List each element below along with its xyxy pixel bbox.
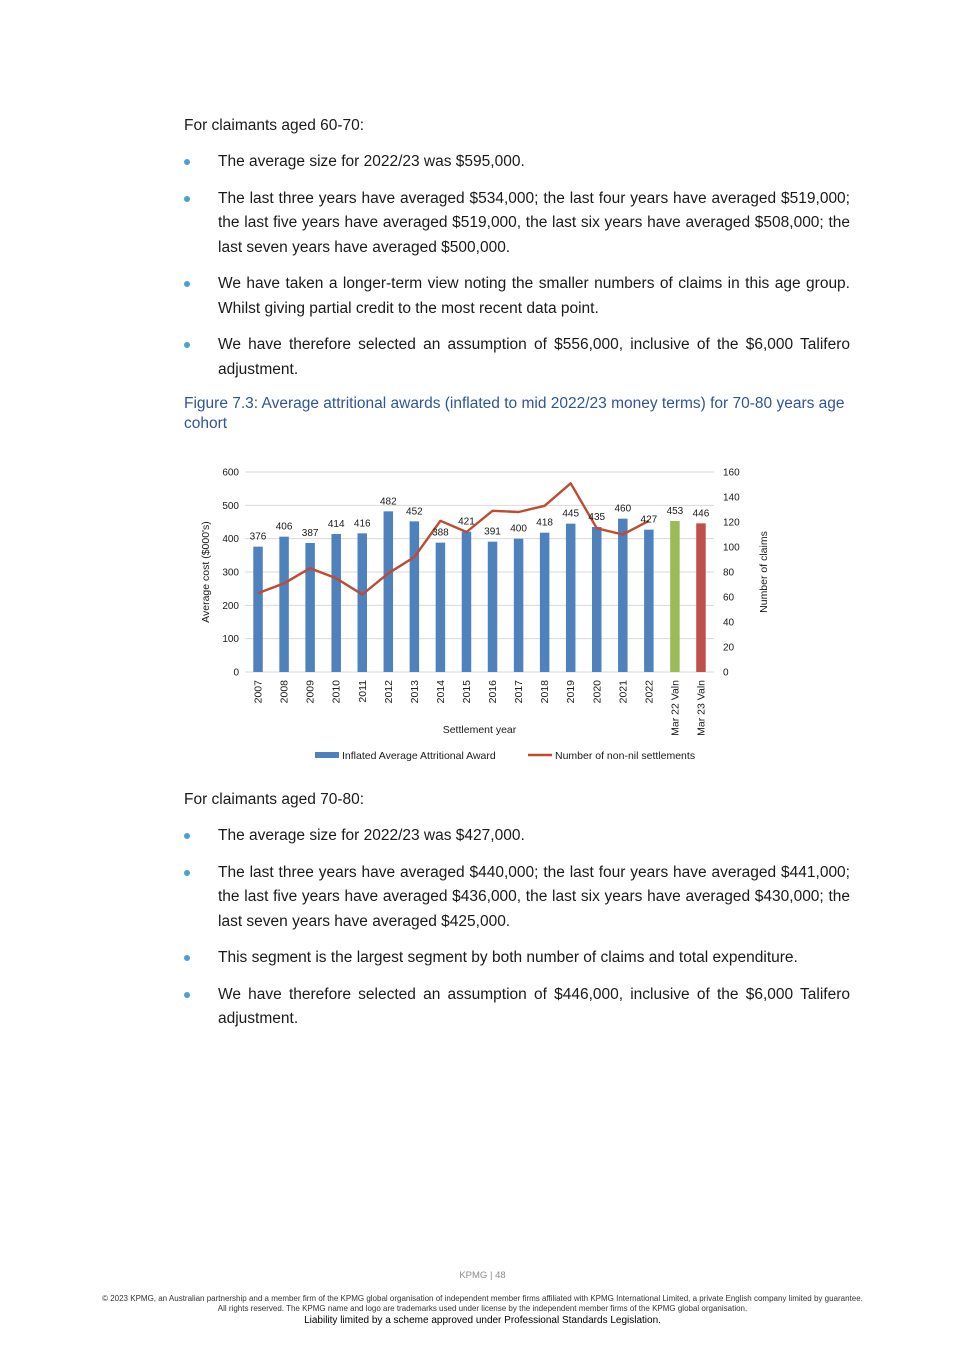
bar	[253, 547, 263, 672]
bar	[279, 537, 289, 672]
liability-notice: Liability limited by a scheme approved under Professional Standards Legislation.	[304, 1315, 661, 1326]
x-tick-label: 2011	[356, 680, 369, 703]
y-tick-label: 300	[222, 567, 239, 579]
bullet-text: We have taken a longer-term view noting the smaller numbers of claims in this age group. Whilst giving partial credit to the most recent data point.	[218, 275, 850, 317]
y-tick-label: 0	[233, 667, 239, 679]
y2-tick-label: 120	[723, 517, 740, 529]
x-tick-label: 2014	[434, 680, 447, 704]
legend-bar-swatch	[315, 752, 339, 758]
bar-data-label: 416	[353, 518, 371, 530]
bar-data-label: 435	[588, 512, 606, 523]
bullet-item	[184, 946, 850, 971]
bar-data-label: 387	[301, 528, 319, 539]
bar	[305, 543, 315, 672]
bar-data-label: 388	[432, 527, 449, 539]
bar	[410, 521, 420, 672]
bullet-item	[184, 861, 850, 935]
bullet-dot-icon	[184, 196, 190, 202]
bullet-dot-icon	[184, 342, 190, 348]
x-tick-label: 2020	[591, 680, 604, 704]
x-tick-label: 2015	[460, 680, 473, 704]
y2-tick-label: 160	[723, 467, 740, 479]
bar	[514, 539, 524, 672]
bar	[696, 523, 706, 672]
bullet-item	[184, 983, 850, 1032]
bullet-dot-icon	[184, 281, 190, 287]
x-tick-label: Mar 22 Valn	[669, 680, 682, 736]
section-intro: For claimants aged 60-70:	[184, 117, 365, 134]
y2-axis-title: Number of claims	[758, 531, 770, 613]
y2-tick-label: 60	[723, 592, 735, 604]
bullet-dot-icon	[184, 159, 190, 165]
x-tick-label: 2009	[304, 680, 317, 704]
x-tick-label: 2017	[513, 680, 526, 704]
y-tick-label: 200	[222, 600, 239, 612]
y2-tick-label: 140	[723, 492, 740, 504]
x-tick-label: 2019	[565, 680, 578, 704]
y2-tick-label: 40	[723, 617, 735, 629]
bullet-text: We have therefore selected an assumption of $556,000, inclusive of the $6,000 Talifero adjustment.	[218, 336, 850, 378]
bar-data-label: 418	[536, 517, 553, 529]
bar-data-label: 482	[379, 496, 397, 508]
bar	[670, 521, 680, 672]
x-tick-label: 2007	[252, 680, 265, 704]
x-tick-label: 2012	[382, 680, 395, 704]
bullet-text: The average size for 2022/23 was $427,000.	[218, 827, 525, 844]
section-intro: For claimants aged 70-80:	[184, 791, 365, 808]
bar	[436, 543, 446, 672]
bullet-item	[184, 272, 850, 321]
x-tick-label: Mar 23 Valn	[695, 680, 708, 736]
x-tick-label: 2018	[539, 680, 552, 704]
y-tick-label: 400	[222, 534, 239, 546]
bar-data-label: 452	[406, 506, 423, 518]
figure-caption: Figure 7.3: Average attritional awards (inflated to mid 2022/23 money terms) for 70-80 years age cohort	[184, 395, 845, 432]
y2-tick-label: 100	[723, 542, 740, 554]
y2-tick-label: 80	[723, 567, 735, 579]
bar-data-label: 445	[562, 508, 580, 520]
bar-data-label: 414	[327, 519, 345, 530]
bar	[592, 527, 602, 672]
bullet-list	[184, 150, 850, 382]
bar-data-label: 391	[484, 526, 501, 538]
bar	[644, 530, 654, 672]
legend-line-label: Number of non-nil settlements	[555, 750, 696, 762]
copyright-notice: © 2023 KPMG, an Australian partnership and a member firm of the KPMG global organisation of independent member firms affiliated with KPMG International Limited, a private English company limited by guarantee. All rights reserved. The KPMG name and logo are trademarks used under license by the independent member firms of the KPMG global organisation.	[102, 1294, 863, 1313]
bullet-dot-icon	[184, 833, 190, 839]
bullet-text: The average size for 2022/23 was $595,000.	[218, 153, 525, 170]
bar	[358, 533, 368, 672]
y-axis-title: Average cost ($000's)	[200, 521, 212, 623]
x-tick-label: 2021	[617, 680, 630, 704]
attritional-awards-chart	[195, 460, 795, 770]
bar	[462, 532, 472, 672]
bullet-item	[184, 150, 850, 175]
bullet-dot-icon	[184, 870, 190, 876]
bar	[488, 542, 498, 672]
y2-tick-label: 20	[723, 642, 735, 654]
bullet-text: We have therefore selected an assumption of $446,000, inclusive of the $6,000 Talifero adjustment.	[218, 985, 850, 1027]
y2-tick-label: 0	[723, 667, 729, 679]
y-tick-label: 500	[222, 500, 239, 512]
x-tick-label: 2016	[487, 680, 500, 704]
bar-data-label: 406	[275, 521, 293, 533]
bar-data-label: 421	[458, 516, 475, 528]
bullet-text: The last three years have averaged $440,000; the last four years have averaged $441,000; the last five years have averaged $436,000, the last six years have averaged $430,000; the last seven years have averaged $425,000.	[218, 863, 850, 930]
page-number: KPMG | 48	[459, 1270, 506, 1281]
bar-data-label: 446	[692, 508, 710, 520]
bar-data-label: 376	[249, 531, 267, 543]
y-tick-label: 600	[222, 467, 239, 479]
bar	[384, 511, 394, 672]
bar-data-label: 460	[614, 503, 632, 515]
bullet-list	[184, 824, 850, 1032]
bullet-item	[184, 824, 850, 849]
x-tick-label: 2010	[330, 680, 343, 704]
bar	[618, 519, 628, 672]
section-60-70	[184, 115, 850, 434]
chart-svg	[195, 460, 795, 770]
bar	[540, 533, 550, 672]
legend-bar-label: Inflated Average Attritional Award	[342, 750, 496, 762]
x-tick-label: 2022	[643, 680, 656, 704]
bullet-text: The last three years have averaged $534,000; the last four years have averaged $519,000; the last five years have averaged $519,000, the last six years have averaged $508,000; the last seven years have averaged $500,000.	[218, 189, 850, 256]
x-tick-label: 2008	[278, 680, 291, 704]
bar-data-label: 427	[640, 514, 658, 526]
x-tick-label: 2013	[408, 680, 421, 704]
section-70-80	[184, 789, 850, 1044]
bar-data-label: 453	[666, 506, 684, 517]
y-tick-label: 100	[222, 634, 239, 646]
x-axis-title: Settlement year	[442, 724, 517, 736]
bullet-item	[184, 333, 850, 382]
bar-data-label: 400	[510, 523, 527, 535]
bar	[331, 534, 341, 672]
bullet-dot-icon	[184, 955, 190, 961]
bullet-dot-icon	[184, 992, 190, 998]
bullet-text: This segment is the largest segment by both number of claims and total expenditure.	[218, 949, 798, 966]
bar	[566, 524, 576, 672]
bullet-item	[184, 187, 850, 261]
